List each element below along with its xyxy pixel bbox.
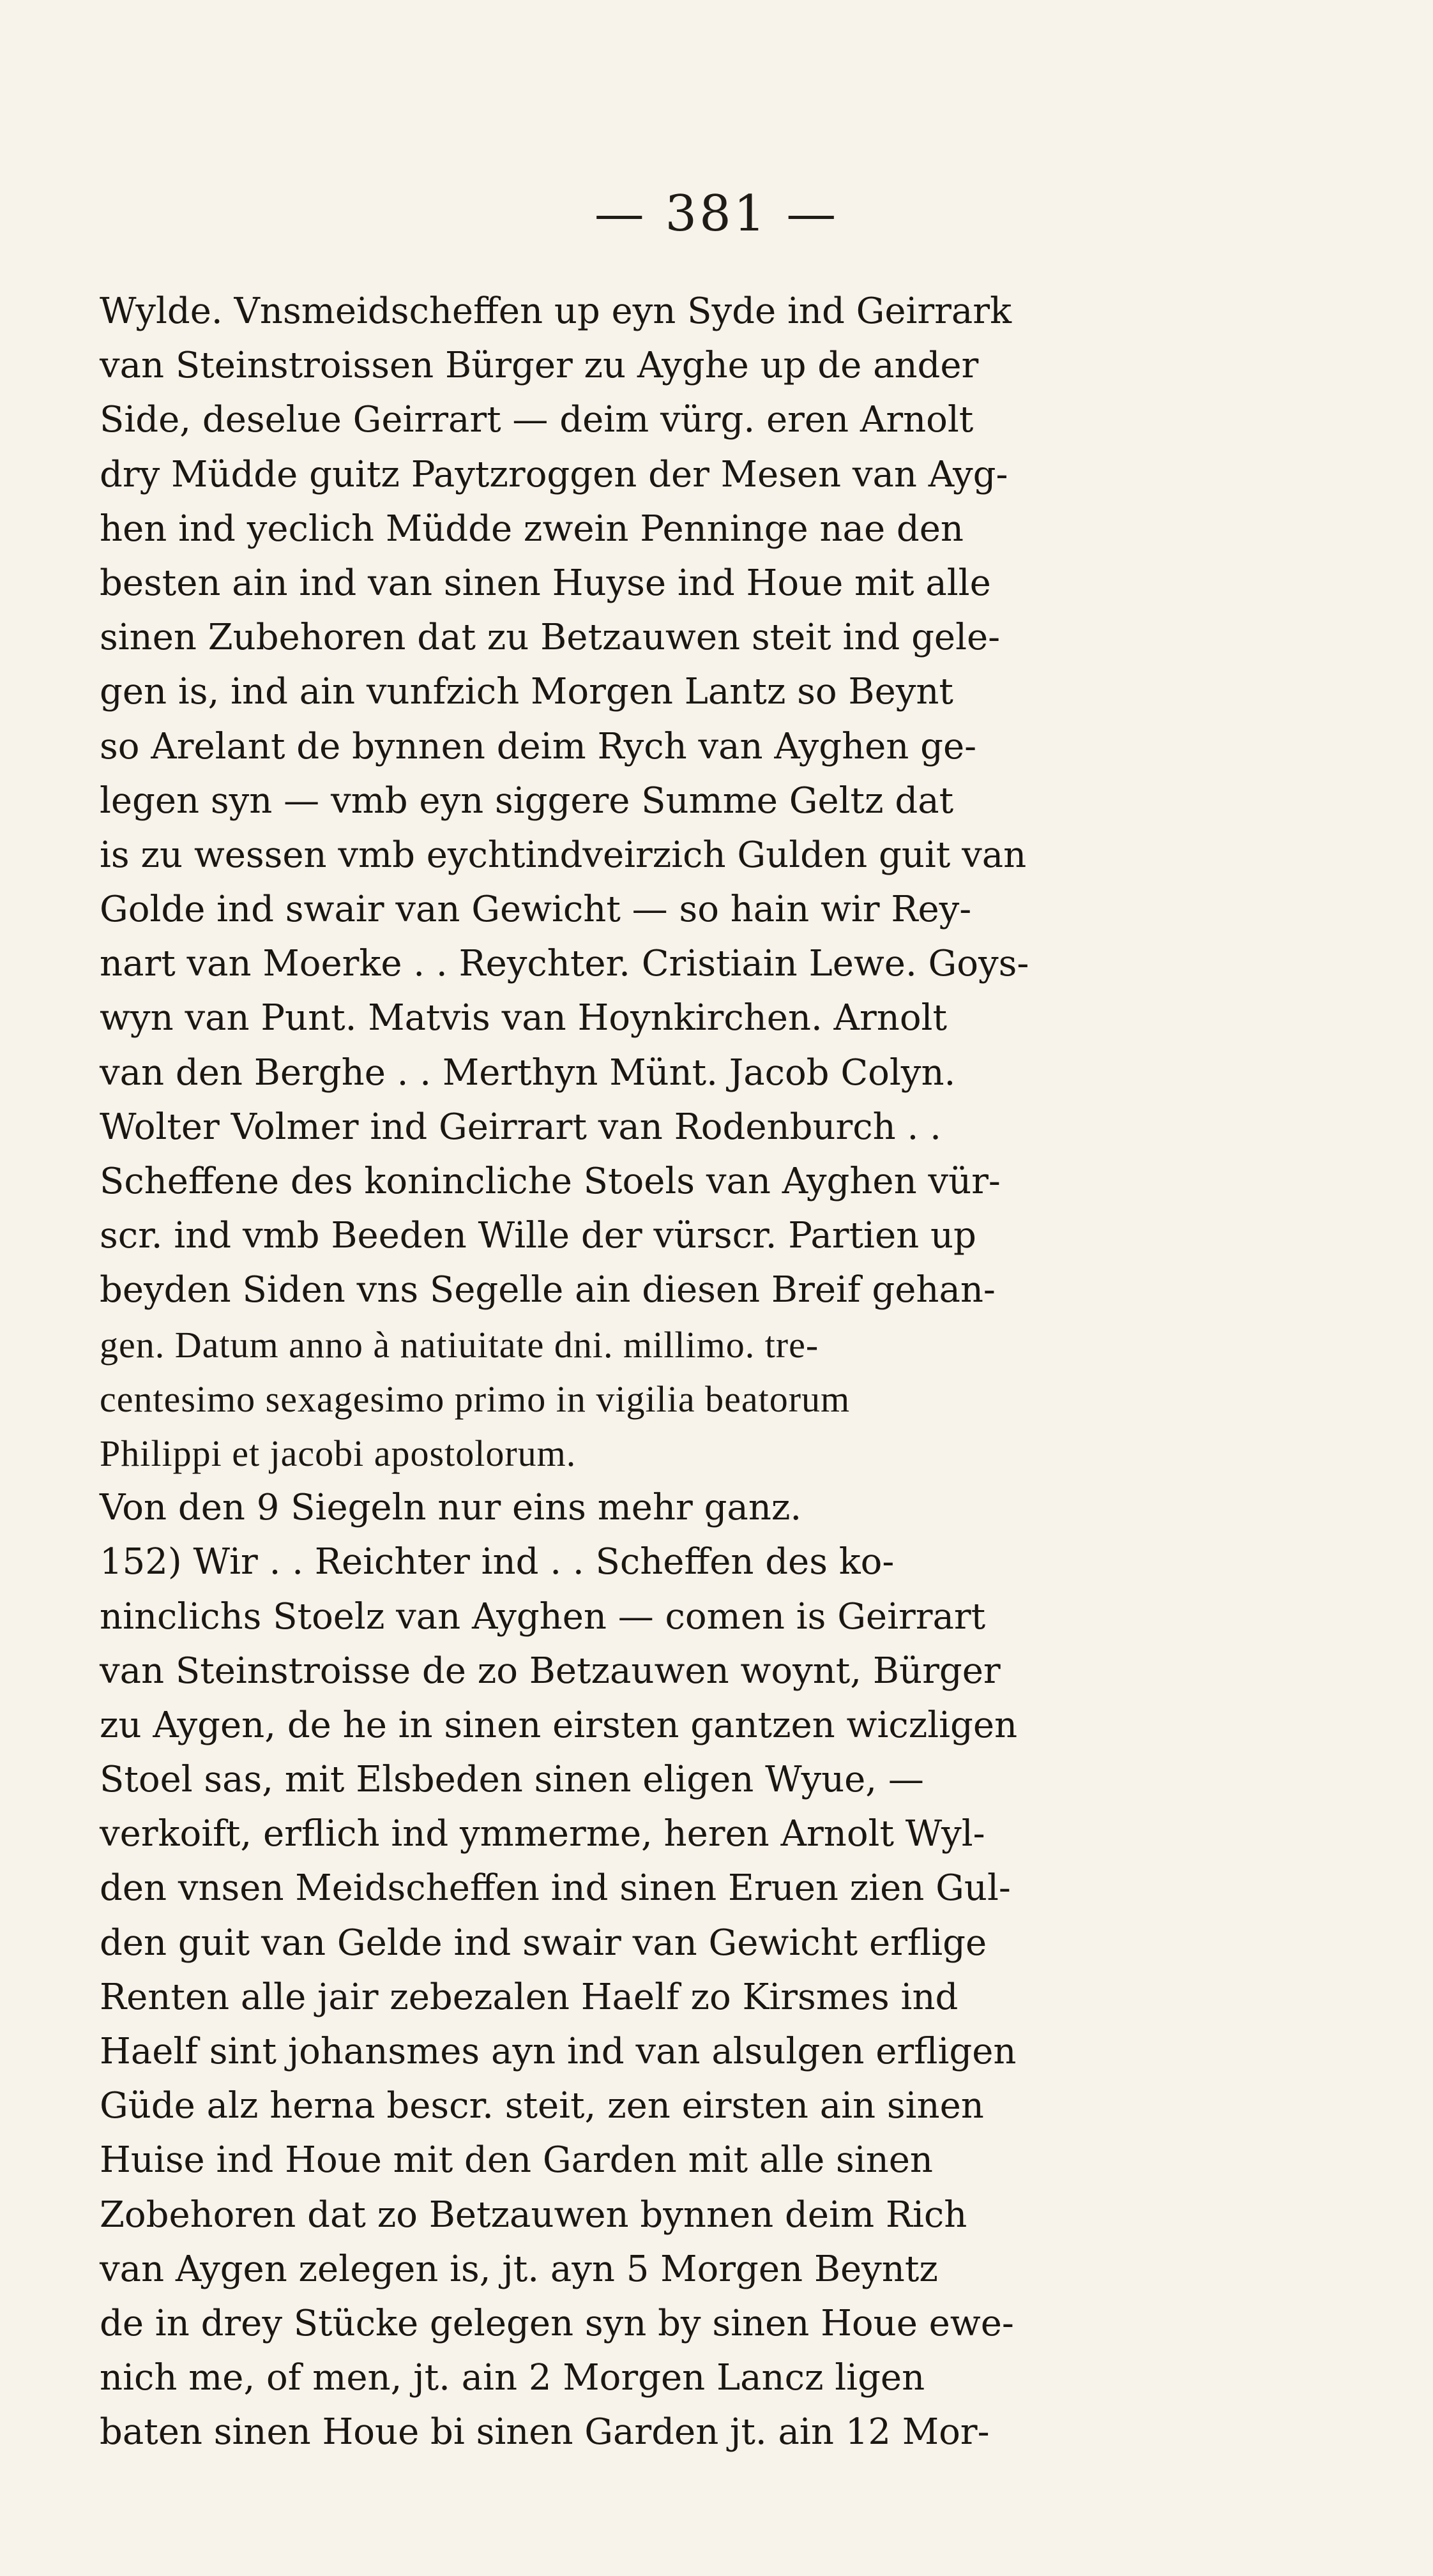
- text-line: van Steinstroissen Bürger zu Ayghe up de ander: [100, 345, 979, 387]
- text-line: den vnsen Meidscheffen ind sinen Eruen zien Gul-: [100, 1867, 1011, 1909]
- text-line: nich me, of men, jt. ain 2 Morgen Lancz ligen: [100, 2357, 925, 2399]
- text-line: besten ain ind van sinen Huyse ind Houe mit alle: [100, 562, 991, 604]
- text-line: Renten alle jair zebezalen Haelf zo Kirsmes ind: [100, 1976, 959, 2018]
- page-number: — 381 —: [594, 185, 839, 243]
- text-line: nart van Moerke . . Reychter. Cristiain Lewe. Goys-: [100, 943, 1029, 985]
- text-line: gen. Datum anno à natiuitate dni. millimo. tre-: [100, 1323, 819, 1366]
- text-line: den guit van Gelde ind swair van Gewicht erflige: [100, 1922, 987, 1964]
- body-text: [100, 284, 1211, 2460]
- text-line: de in drey Stücke gelegen syn by sinen Houe ewe-: [100, 2302, 1014, 2344]
- text-line: centesimo sexagesimo primo in vigilia beatorum: [100, 1378, 851, 1420]
- text-line: verkoift, erflich ind ymmerme, heren Arnolt Wyl-: [100, 1813, 985, 1855]
- text-line: Golde ind swair van Gewicht — so hain wir Rey-: [100, 889, 972, 931]
- text-line: van den Berghe . . Merthyn Münt. Jacob Colyn.: [100, 1051, 956, 1094]
- text-line: Huise ind Houe mit den Garden mit alle sinen: [100, 2139, 933, 2181]
- text-line: is zu wessen vmb eychtindveirzich Gulden guit van: [100, 834, 1027, 876]
- text-line: dry Müdde guitz Paytzroggen der Mesen van Ayg-: [100, 453, 1008, 495]
- text-line: ninclichs Stoelz van Ayghen — comen is Geirrart: [100, 1595, 986, 1638]
- text-line: scr. ind vmb Beeden Wille der vürscr. Partien up: [100, 1215, 976, 1257]
- text-line: Stoel sas, mit Elsbeden sinen eligen Wyue, —: [100, 1759, 924, 1801]
- text-line: baten sinen Houe bi sinen Garden jt. ain 12 Mor-: [100, 2411, 990, 2453]
- text-line: Side, deselue Geirrart — deim vürg. eren Arnolt: [100, 399, 974, 441]
- text-line: van Aygen zelegen is, jt. ayn 5 Morgen Beyntz: [100, 2248, 938, 2290]
- text-line: hen ind yeclich Müdde zwein Penninge nae den: [100, 508, 964, 550]
- text-line: Wylde. Vnsmeidscheffen up eyn Syde ind Geirrark: [100, 290, 1012, 332]
- text-line: Güde alz herna bescr. steit, zen eirsten ain sinen: [100, 2085, 984, 2127]
- text-line: zu Aygen, de he in sinen eirsten gantzen wiczligen: [100, 1704, 1018, 1746]
- text-line: Haelf sint johansmes ayn ind van alsulgen erfligen: [100, 2031, 1017, 2072]
- text-line: van Steinstroisse de zo Betzauwen woynt, Bürger: [100, 1650, 1001, 1692]
- text-line: beyden Siden vns Segelle ain diesen Breif gehan-: [100, 1269, 996, 1311]
- text-line: gen is, ind ain vunfzich Morgen Lantz so Beynt: [100, 671, 953, 713]
- text-line: wyn van Punt. Matvis van Hoynkirchen. Arnolt: [100, 997, 947, 1039]
- text-line: sinen Zubehoren dat zu Betzauwen steit ind gele-: [100, 617, 1001, 659]
- text-line: so Arelant de bynnen deim Rych van Ayghen ge-: [100, 725, 977, 767]
- text-line: Von den 9 Siegeln nur eins mehr ganz.: [100, 1487, 802, 1529]
- text-line: Wolter Volmer ind Geirrart van Rodenburch . .: [100, 1106, 941, 1148]
- text-line: Scheffene des konincliche Stoels van Ayghen vür-: [100, 1161, 1001, 1202]
- text-line: legen syn — vmb eyn siggere Summe Geltz dat: [100, 780, 954, 822]
- text-line: 152) Wir . . Reichter ind . . Scheffen des ko-: [100, 1541, 895, 1583]
- text-line: Philippi et jacobi apostolorum.: [100, 1432, 577, 1474]
- text-line: Zobehoren dat zo Betzauwen bynnen deim Rich: [100, 2194, 967, 2236]
